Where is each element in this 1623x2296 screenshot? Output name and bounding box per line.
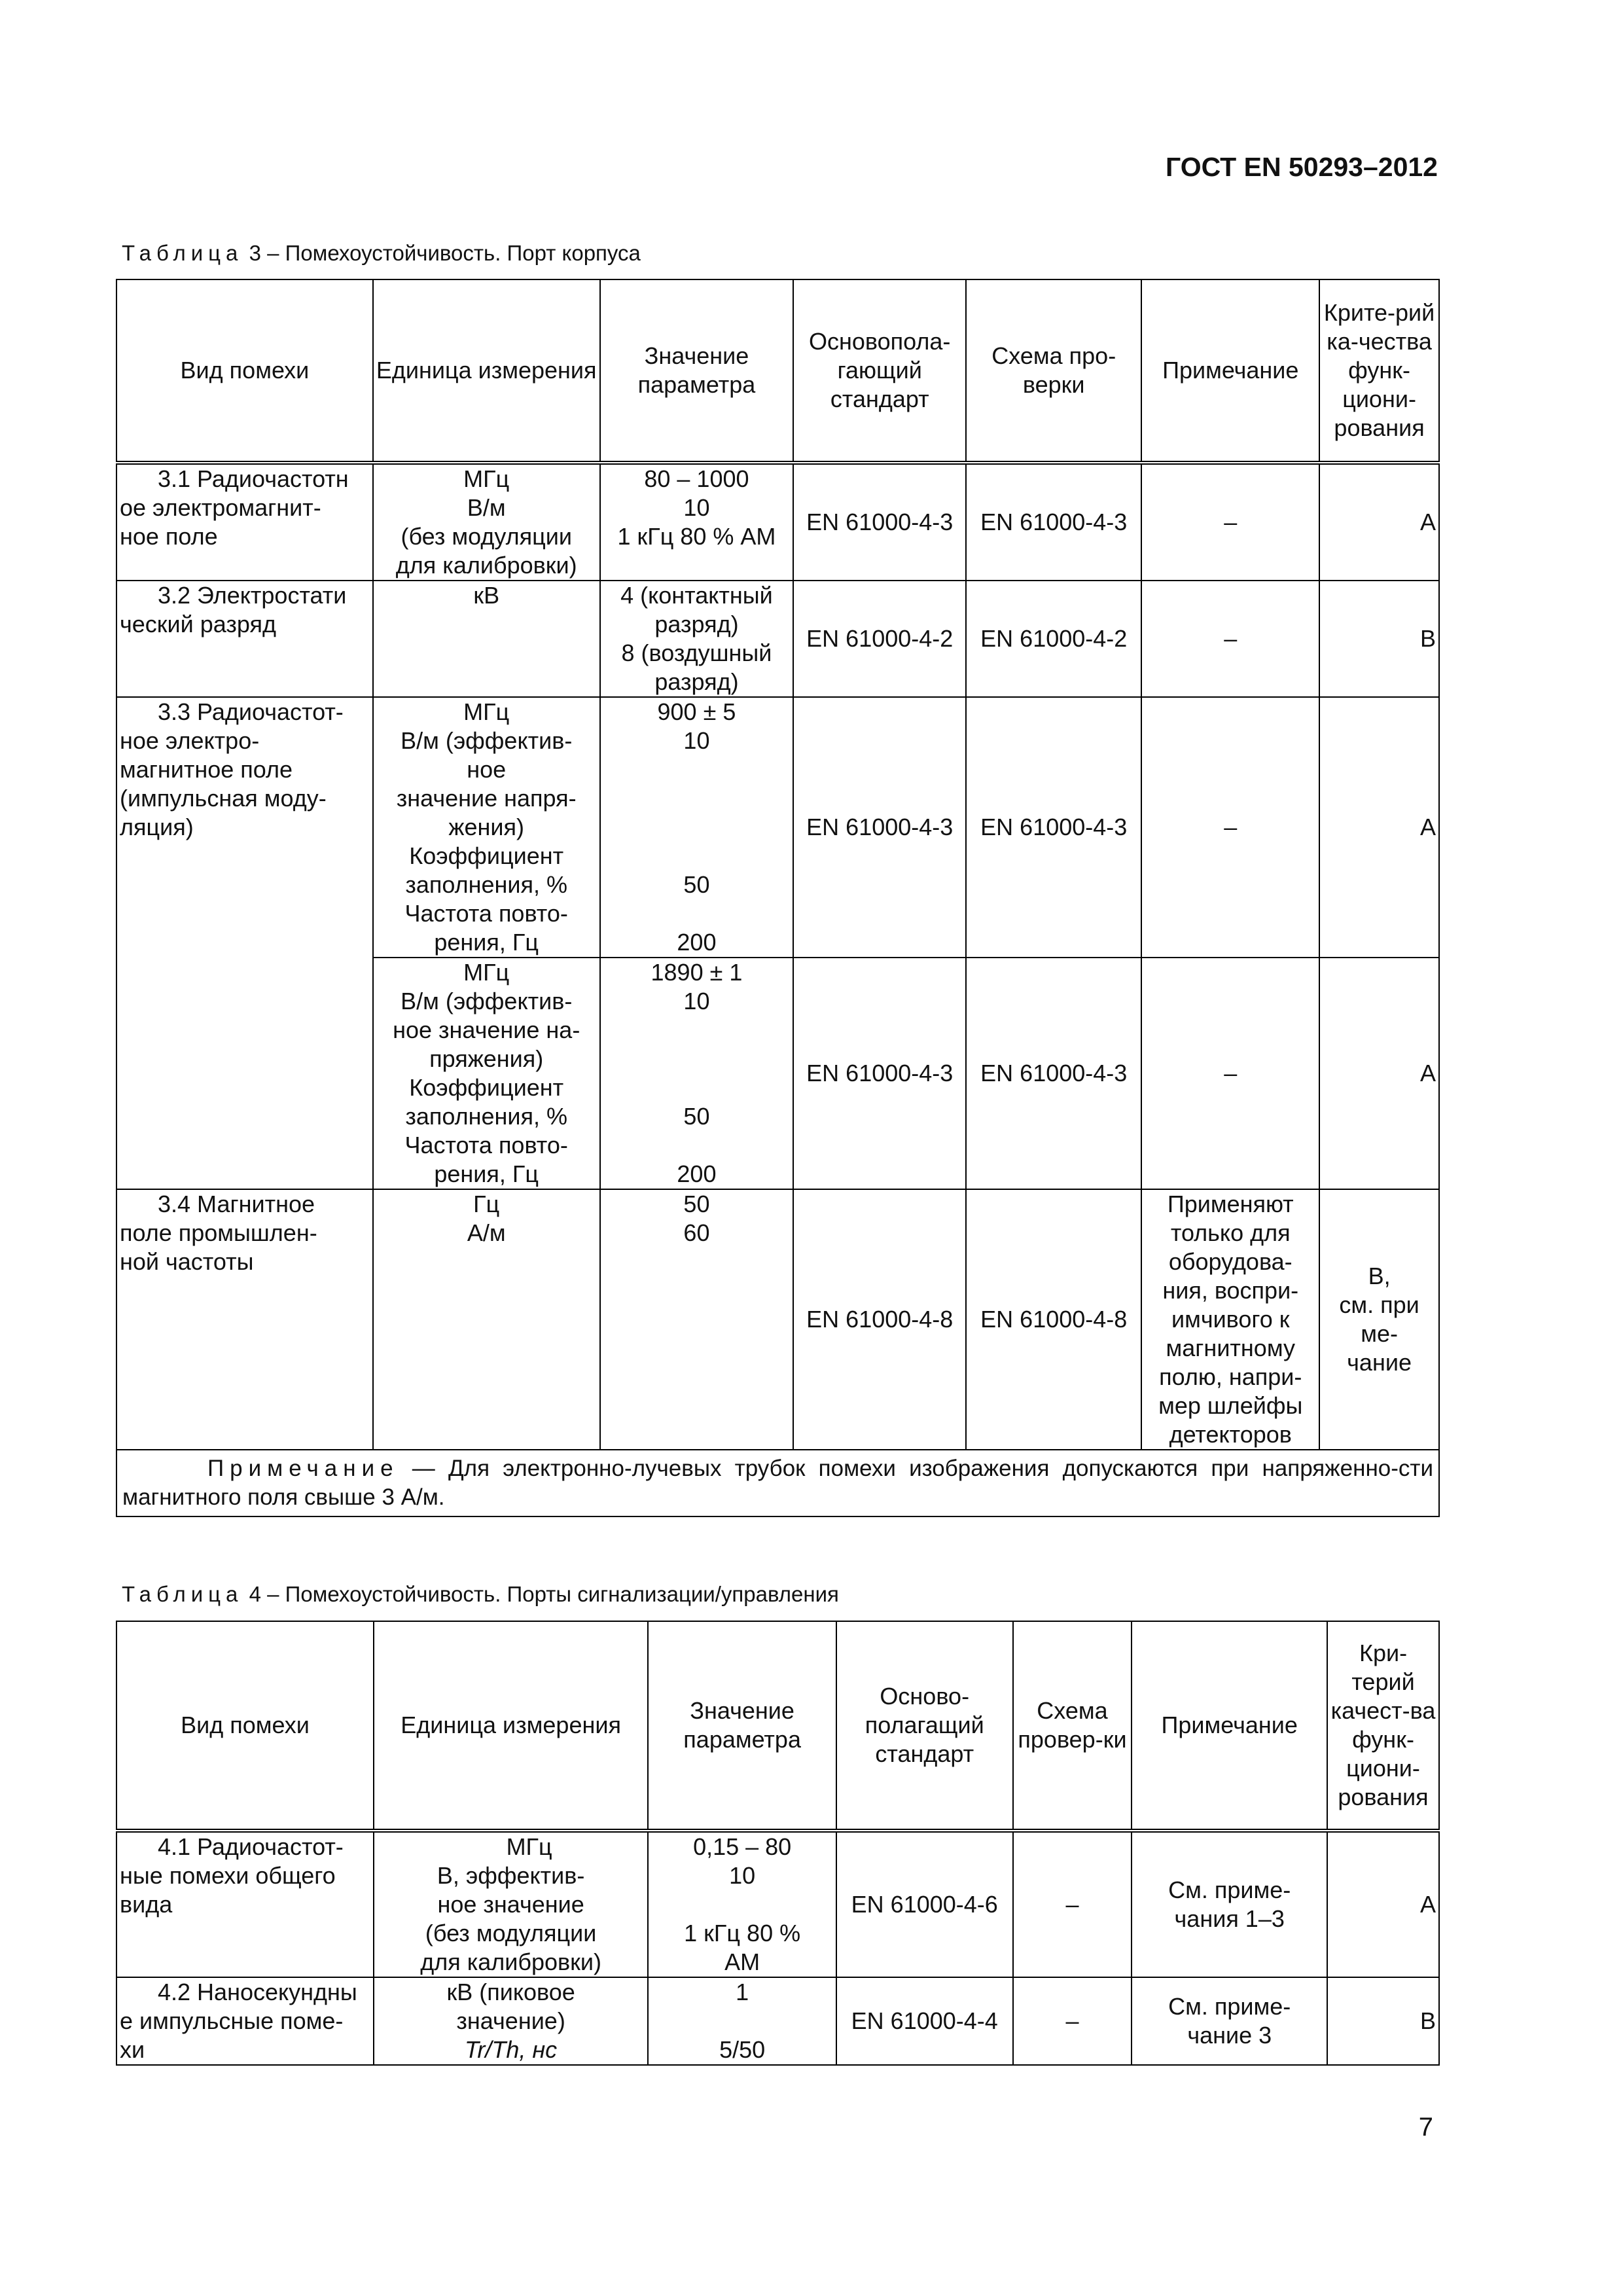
table-4 — [116, 1621, 1440, 2066]
disturbance-type-cell: 3.2 Электростати ческий разряд — [116, 581, 373, 697]
criterion-cell: А — [1319, 958, 1439, 1189]
value-cell: 0,15 – 80 10 1 кГц 80 % АМ — [648, 1831, 836, 1977]
disturbance-type-cell: 4.2 Наносекундны е импульсные поме- хи — [116, 1977, 374, 2065]
table3-caption — [122, 241, 641, 266]
test-setup-cell: – — [1013, 1831, 1132, 1977]
col-header-disturbance-type: Вид помехи — [116, 1621, 374, 1831]
base-standard-cell: EN 61000-4-3 — [793, 958, 966, 1189]
table-row — [116, 1977, 1439, 2065]
criterion-cell: В — [1327, 1977, 1439, 2065]
page-number: 7 — [1418, 2113, 1433, 2142]
note-cell: Применяют только для оборудова- ния, воспри- имчивого к магнитному полю, напри- мер шлейфы детекторов — [1141, 1189, 1319, 1450]
table4-caption — [122, 1582, 839, 1607]
table3-caption-prefix: Таблица — [122, 241, 243, 265]
value-cell: 1 5/50 — [648, 1977, 836, 2065]
base-standard-cell: EN 61000-4-6 — [836, 1831, 1013, 1977]
test-setup-cell: EN 61000-4-3 — [966, 463, 1141, 581]
col-header-base-standard: Осново-полагащий стандарт — [836, 1621, 1013, 1831]
base-standard-cell: EN 61000-4-8 — [793, 1189, 966, 1450]
col-header-test-setup: Схема про-верки — [966, 279, 1141, 463]
value-cell: 900 ± 5 10 50 200 — [600, 697, 794, 958]
col-header-value: Значение параметра — [648, 1621, 836, 1831]
footnote-label: Примечание — [207, 1456, 399, 1481]
test-setup-cell: EN 61000-4-2 — [966, 581, 1141, 697]
col-header-note: Примечание — [1132, 1621, 1327, 1831]
note-cell: – — [1141, 463, 1319, 581]
criterion-cell: В, см. при ме- чание — [1319, 1189, 1439, 1450]
criterion-cell: А — [1327, 1831, 1439, 1977]
table-row — [116, 1831, 1439, 1977]
test-setup-cell: EN 61000-4-3 — [966, 697, 1141, 958]
document-code: ГОСТ EN 50293–2012 — [1166, 152, 1438, 182]
col-header-note: Примечание — [1141, 279, 1319, 463]
note-cell: См. приме- чание 3 — [1132, 1977, 1327, 2065]
disturbance-type-cell: 4.1 Радиочастот- ные помехи общего вида — [116, 1831, 374, 1977]
table-row — [116, 697, 1439, 958]
disturbance-type-cell: 3.4 Магнитное поле промышлен- ной частоты — [116, 1189, 373, 1450]
test-setup-cell: – — [1013, 1977, 1132, 2065]
note-cell: См. приме- чания 1–3 — [1132, 1831, 1327, 1977]
value-cell: 1890 ± 1 10 50 200 — [600, 958, 794, 1189]
col-header-disturbance-type: Вид помехи — [116, 279, 373, 463]
value-cell: 50 60 — [600, 1189, 794, 1450]
unit-cell: МГц В/м (эффектив- ное значение на- пряжения) Коэффициент заполнения, % Частота повто- рения, Гц — [373, 958, 600, 1189]
col-header-base-standard: Основопола-гающий стандарт — [793, 279, 966, 463]
disturbance-type-cell: 3.1 Радиочастотн ое электромагнит- ное поле — [116, 463, 373, 581]
col-header-performance-criterion: Кри-терий качест-ва функ-циони-рования — [1327, 1621, 1439, 1831]
table-3 — [116, 279, 1440, 1517]
base-standard-cell: EN 61000-4-4 — [836, 1977, 1013, 2065]
test-setup-cell: EN 61000-4-8 — [966, 1189, 1141, 1450]
col-header-unit: Единица измерения — [374, 1621, 648, 1831]
criterion-cell: А — [1319, 697, 1439, 958]
table4-caption-prefix: Таблица — [122, 1582, 243, 1606]
note-cell: – — [1141, 697, 1319, 958]
col-header-test-setup: Схема провер-ки — [1013, 1621, 1132, 1831]
table-row — [116, 1189, 1439, 1450]
criterion-cell: В — [1319, 581, 1439, 697]
unit-cell: МГц В, эффектив- ное значение (без модуляции для калибровки) — [374, 1831, 648, 1977]
table3-footnote — [116, 1450, 1439, 1516]
col-header-performance-criterion: Крите-рий ка-чества функ-циони-рования — [1319, 279, 1439, 463]
col-header-value: Значение параметра — [600, 279, 794, 463]
table3-caption-text: 3 – Помехоустойчивость. Порт корпуса — [249, 241, 641, 265]
col-header-unit: Единица измерения — [373, 279, 600, 463]
value-cell: 4 (контактный разряд) 8 (воздушный разряд) — [600, 581, 794, 697]
unit-cell: МГц В/м (без модуляции для калибровки) — [373, 463, 600, 581]
test-setup-cell: EN 61000-4-3 — [966, 958, 1141, 1189]
criterion-cell: А — [1319, 463, 1439, 581]
footnote-text: — Для электронно-лучевых трубок помехи изображения допускаются при напряженно-сти магнитного поля свыше 3 А/м. — [122, 1456, 1433, 1510]
value-cell: 80 – 1000 10 1 кГц 80 % АМ — [600, 463, 794, 581]
table4-caption-text: 4 – Помехоустойчивость. Порты сигнализации/управления — [249, 1582, 839, 1606]
unit-cell: Гц А/м — [373, 1189, 600, 1450]
table-row — [116, 463, 1439, 581]
unit-cell: кВ (пиковое значение) Tr/Th, нс — [374, 1977, 648, 2065]
table-row — [116, 581, 1439, 697]
disturbance-type-cell: 3.3 Радиочастот- ное электро- магнитное поле (импульсная моду- ляция) — [116, 697, 373, 1189]
table-footnote-row — [116, 1450, 1439, 1516]
unit-cell: кВ — [373, 581, 600, 697]
base-standard-cell: EN 61000-4-2 — [793, 581, 966, 697]
note-cell: – — [1141, 958, 1319, 1189]
base-standard-cell: EN 61000-4-3 — [793, 463, 966, 581]
base-standard-cell: EN 61000-4-3 — [793, 697, 966, 958]
unit-cell: МГц В/м (эффектив- ное значение напря- жения) Коэффициент заполнения, % Частота повто- рения, Гц — [373, 697, 600, 958]
note-cell: – — [1141, 581, 1319, 697]
